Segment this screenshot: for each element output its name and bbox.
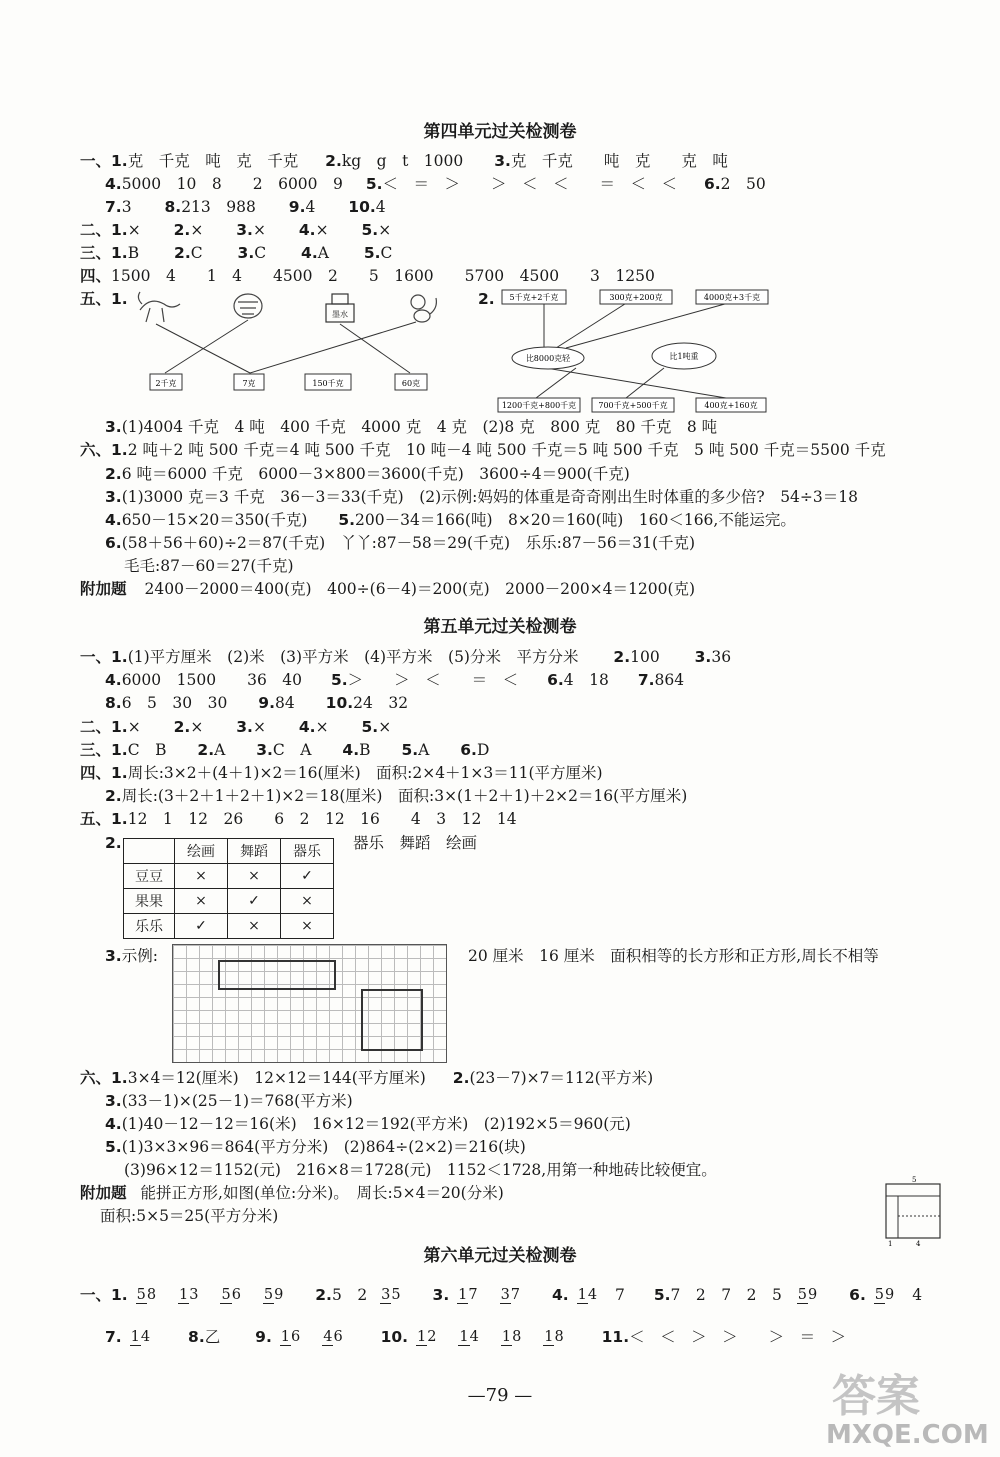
unit5-row-10-label: 3.示例: <box>105 947 158 965</box>
square-drawing <box>361 989 423 1051</box>
fig-label-5: 5 <box>912 1176 917 1184</box>
table-row <box>124 864 334 889</box>
oval-lighter-label: 比8000克轻 <box>525 354 571 363</box>
fraction: 14 <box>130 1329 151 1345</box>
table-header-cell: 舞蹈 <box>228 839 281 864</box>
unit4-row-2: 4.5000 10 8 2 6000 9 5.＜ ＝ ＞ ＞ ＜ ＜ ＝ ＜ ＜ 6.2 50 <box>105 175 766 193</box>
ink-bottle-tag: 墨水 <box>332 310 348 319</box>
table-row-header: 果果 <box>124 889 175 914</box>
table-cell: × <box>228 864 281 889</box>
table-row <box>124 839 334 864</box>
unit4-row-4: 二、1.× 2.× 3.× 4.× 5.× <box>80 221 392 239</box>
fraction: 58 <box>136 1287 157 1303</box>
fraction: 37 <box>500 1287 521 1303</box>
fraction: 14 <box>459 1329 479 1345</box>
unit4-row-14: 毛毛:87－60＝27(千克) <box>124 557 294 575</box>
table-cell <box>124 839 175 864</box>
unit4-row-8: 3.(1)4004 千克 4 吨 400 千克 4000 克 4 克 (2)8 克 800 克 80 千克 8 吨 <box>105 418 718 436</box>
unit4-title: 第四单元过关检测卷 <box>423 122 577 142</box>
rectangle-drawing <box>218 960 336 990</box>
unit5-row-15: (3)96×12＝1152(元) 216×8＝1728(元) 1152＜1728,用第一种地砖比较便宜。 <box>124 1161 717 1179</box>
fraction: 18 <box>501 1329 522 1345</box>
unit5-row-5: 三、1.C B 2.A 3.C A 4.B 5.A 6.D <box>80 741 490 759</box>
page-number: —79 — <box>467 1385 533 1406</box>
unit4-row-3: 7.3 8.213 988 9.4 10.4 <box>105 198 386 216</box>
unit5-row-10-answer: 20 厘米 16 厘米 面积相等的长方形和正方形,周长不相等 <box>468 947 879 965</box>
top-box-1-label: 5千克+2千克 <box>509 293 559 302</box>
table-cell: × <box>175 864 228 889</box>
tiger-drawing <box>234 294 262 318</box>
table-cell: × <box>228 914 281 939</box>
unit5-row-6: 四、1.周长:3×2＋(4＋1)×2＝16(厘米) 面积:2×4＋1×3＝11(平方厘米) <box>80 764 603 782</box>
table-cell: ✓ <box>228 889 281 914</box>
bottom-box-2-label: 700千克+500千克 <box>598 401 668 410</box>
table-cell: ✓ <box>281 864 334 889</box>
table-cell: ✓ <box>175 914 228 939</box>
unit5-title: 第五单元过关检测卷 <box>423 617 577 637</box>
match-lines-1 <box>156 320 416 373</box>
match-box-4-label: 60克 <box>401 379 421 388</box>
table-cell: × <box>175 889 228 914</box>
unit5-row-9-label: 2. <box>105 834 122 852</box>
unit4-match-diagram-2 <box>496 286 781 416</box>
unit4-row-7-label-2: 2. <box>478 290 495 308</box>
fraction: 13 <box>179 1287 199 1303</box>
fig-label-1: 1 <box>888 1240 893 1246</box>
unit5-row-13: 4.(1)40－12－12＝16(米) 16×12＝192(平方米) (2)192×5＝960(元) <box>105 1115 631 1133</box>
bottom-box-1-label: 1200千克+800千克 <box>501 401 577 410</box>
unit4-row-1: 一、1.克 千克 吨 克 千克 2.kg g t 1000 3.克 千克 吨 克 克 吨 <box>80 152 728 170</box>
top-box-2-label: 300克+200克 <box>609 293 663 302</box>
unit4-match-diagram-1 <box>120 288 450 396</box>
unit4-row-12: 4.650－15×20＝350(千克) 5.200－34＝166(吨) 8×20＝160(吨) 160＜166,不能运完。 <box>105 511 796 529</box>
match-box-2-label: 7克 <box>242 379 256 388</box>
unit5-row-16: 附加题 能拼正方形,如图(单位:分米)。 周长:5×4＝20(分米) <box>80 1184 504 1202</box>
top-box-3-label: 4000克+3千克 <box>703 293 761 302</box>
unit4-row-9: 六、1.2 吨＋2 吨 500 千克＝4 吨 500 千克 10 吨－4 吨 500 千克＝5 吨 500 千克 5 吨 500 千克＝5500 千克 <box>80 441 886 459</box>
fraction: 46 <box>323 1329 343 1345</box>
fraction: 16 <box>280 1329 301 1345</box>
unit5-row-12: 3.(33－1)×(25－1)＝768(平方米) <box>105 1092 353 1110</box>
fraction: 59 <box>797 1287 818 1303</box>
unit4-row-15: 附加题 2400－2000＝400(克) 400÷(6－4)＝200(克) 2000－200×4＝1200(克) <box>80 580 696 598</box>
table-row <box>124 914 334 939</box>
oval-heavier-label: 比1吨重 <box>669 352 699 361</box>
unit5-row-7: 2.周长:(3＋2＋1＋2＋1)×2＝18(厘米) 面积:3×(1＋2＋1)＋2×2＝16(平方厘米) <box>105 787 688 805</box>
unit4-row-13: 6.(58＋56＋60)÷2＝87(千克) 丫丫:87－58＝29(千克) 乐乐:87－56＝31(千克) <box>105 534 696 552</box>
table-header-cell: 绘画 <box>175 839 228 864</box>
unit5-row-4: 二、1.× 2.× 3.× 4.× 5.× <box>80 718 392 736</box>
match-box-3-label: 150千克 <box>312 379 344 388</box>
table-cell: × <box>281 914 334 939</box>
unit5-row-3: 8.6 5 30 30 9.84 10.24 32 <box>105 694 409 712</box>
fig-label-4: 4 <box>916 1240 921 1246</box>
unit4-row-11: 3.(1)3000 克＝3 千克 36－3＝33(千克) (2)示例:妈妈的体重是奇奇刚出生时体重的多少倍? 54÷3＝18 <box>105 488 858 506</box>
fraction: 18 <box>544 1329 564 1345</box>
table-row <box>124 889 334 914</box>
fraction: 59 <box>263 1287 284 1303</box>
unit4-row-7-label-1: 五、1. <box>80 290 128 308</box>
unit4-row-10: 2.6 吨＝6000 千克 6000－3×800＝3600(千克) 3600÷4＝900(千克) <box>105 465 630 483</box>
match-box-1-label: 2千克 <box>155 379 177 388</box>
dinosaur-drawing <box>138 292 180 322</box>
fraction: 56 <box>221 1287 241 1303</box>
bottom-box-3-label: 400克+160克 <box>704 401 758 410</box>
unit5-row-14: 5.(1)3×3×96＝864(平方分米) (2)864÷(2×2)＝216(块) <box>105 1138 526 1156</box>
unit4-row-6: 四、1500 4 1 4 4500 2 5 1600 5700 4500 3 1250 <box>80 267 655 285</box>
bonus-square-figure <box>878 1176 958 1246</box>
unit5-row-11: 六、1.3×4＝12(厘米) 12×12＝144(平方厘米) 2.(23－7)×7＝112(平方米) <box>80 1069 654 1087</box>
unit6-title: 第六单元过关检测卷 <box>423 1246 577 1266</box>
unit5-row-9-answer: 器乐 舞蹈 绘画 <box>353 834 478 852</box>
watermark-url: MXQE.COM <box>826 1420 989 1450</box>
activity-table <box>123 838 334 939</box>
unit5-row-8: 五、1.12 1 12 26 6 2 12 16 4 3 12 14 <box>80 810 517 828</box>
fraction: 17 <box>458 1287 478 1303</box>
fraction: 35 <box>381 1287 401 1303</box>
table-header-cell: 器乐 <box>281 839 334 864</box>
fraction: 12 <box>417 1329 437 1345</box>
unit5-row-17: 面积:5×5＝25(平方分米) <box>100 1207 279 1225</box>
unit5-row-1: 一、1.(1)平方厘米 (2)米 (3)平方米 (4)平方米 (5)分米 平方分米 2.100 3.36 <box>80 648 732 666</box>
table-row-header: 乐乐 <box>124 914 175 939</box>
fraction: 59 <box>874 1287 895 1303</box>
watermark-logo: 答案 <box>832 1371 920 1422</box>
table-row-header: 豆豆 <box>124 864 175 889</box>
unit6-row-2: 7. 14 8.乙 9. 16 46 10. 12 14 18 18 11.＜ ＜ ＞ ＞ ＞ ＝ ＞ <box>105 1328 847 1346</box>
squirrel-drawing <box>411 295 436 322</box>
fraction: 14 <box>577 1287 598 1303</box>
table-cell: × <box>281 889 334 914</box>
unit6-row-1: 一、1. 58 13 56 59 2.5 2 35 3. 17 37 4. 14 7 5.7 2 7 2 5 59 6. 59 4 <box>80 1286 923 1304</box>
unit5-row-2: 4.6000 1500 36 40 5.＞ ＞ ＜ ＝ ＜ 6.4 18 7.864 <box>105 671 685 689</box>
unit4-row-5: 三、1.B 2.C 3.C 4.A 5.C <box>80 244 393 262</box>
